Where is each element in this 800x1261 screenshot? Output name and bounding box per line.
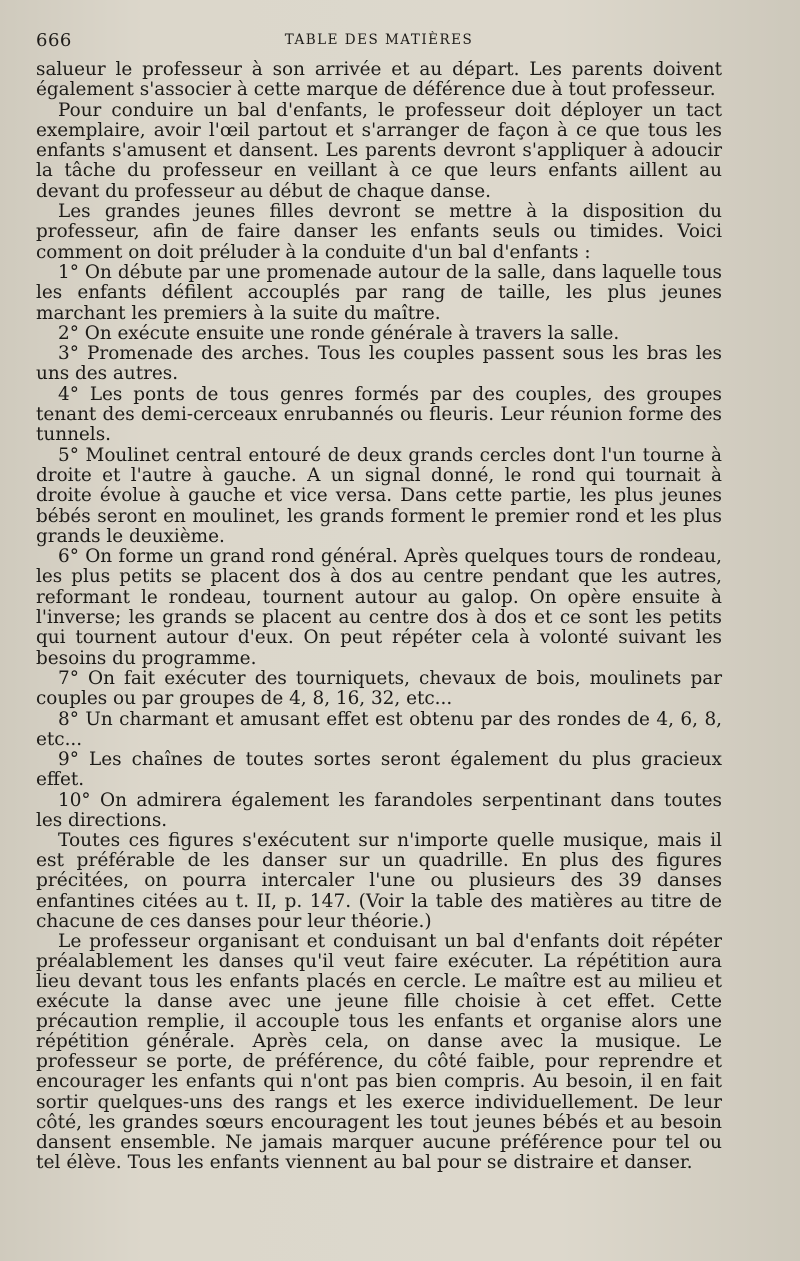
list-item: 5° Moulinet central entouré de deux grands cercles dont l'un tourne à droite et l'autre à gauche. A un signal donné, le rond qui tournait à droite évolue à gauche et vice versa. Dans cette partie, les plus jeunes bébés seront en moulinet, les grands forment le premier rond et les plus grands le deuxième.	[36, 444, 722, 547]
list-item: 4° Les ponts de tous genres formés par des couples, des groupes tenant des demi-cerceaux enrubannés ou fleuris. Leur réunion forme des tunnels.	[36, 383, 722, 446]
list-item: 7° On fait exécuter des tourniquets, chevaux de bois, moulinets par couples ou par groupes de 4, 8, 16, 32, etc...	[36, 667, 722, 710]
page-number: 666	[36, 30, 72, 51]
page-header	[36, 26, 722, 60]
paragraph: Toutes ces figures s'exécutent sur n'importe quelle musique, mais il est préférable de les danser sur un quadrille. En plus des figures précitées, on pourra intercaler l'une ou plusieurs des 39 danses enfantines citées au t. II, p. 147. (Voir la table des matières au titre de chacune de ces danses pour leur théorie.)	[36, 830, 722, 932]
list-item: 2° On exécute ensuite une ronde générale à travers la salle.	[58, 322, 620, 344]
list-item: 8° Un charmant et amusant effet est obtenu par des rondes de 4, 6, 8, etc...	[36, 708, 722, 750]
list-item: 3° Promenade des arches. Tous les couples passent sous les bras les uns des autres.	[36, 343, 722, 385]
closing-section	[36, 831, 722, 1173]
running-title: TABLE DES MATIÈRES	[284, 32, 474, 48]
list-item: 10° On admirera également les farandoles serpentinant dans toutes les directions.	[36, 789, 722, 831]
paragraph-continuation: salueur le professeur à son arrivée et au départ. Les parents doivent également s'associer à cette marque de déférence due à tout professeur.	[36, 59, 722, 101]
paragraph: Pour conduire un bal d'enfants, le professeur doit déployer un tact exemplaire, avoir l'œil partout et s'arranger de façon à ce que tous les enfants s'amusent et dansent. Les parents devront s'appliquer à adoucir la tâche du professeur en veillant à ce que leurs enfants aillent au devant du professeur au début de chaque danse.	[36, 99, 722, 202]
list-item: 1° On débute par une promenade autour de la salle, dans laquelle tous les enfants défilent accouplés par rang de taille, les plus jeunes marchant les premiers à la suite du maître.	[36, 261, 722, 324]
steps-list	[36, 263, 722, 831]
paragraph: Les grandes jeunes filles devront se mettre à la disposition du professeur, afin de faire danser les enfants seuls ou timides. Voici comment on doit préluder à la conduite d'un bal d'enfants :	[36, 201, 722, 263]
list-item: 9° Les chaînes de toutes sortes seront également du plus gracieux effet.	[36, 749, 722, 791]
page-body	[36, 60, 722, 1173]
list-item: 6° On forme un grand rond général. Après quelques tours de rondeau, les plus petits se placent dos à dos au centre pendant que les autres, reformant le rondeau, tournent autour au galop. On opère ensuite à l'inverse; les grands se placent au centre dos à dos et ce sont les petits qui tournent autour d'eux. On peut répéter cela à volonté suivant les besoins du programme.	[36, 546, 722, 669]
paragraph: Le professeur organisant et conduisant un bal d'enfants doit répéter préalablement les danses qu'il veut faire exécuter. La répétition aura lieu devant tous les enfants placés en cercle. Le maître est au milieu et exécute la danse avec une jeune fille choisie à cet effet. Cette précaution remplie, il accouple tous les enfants et organise alors une répétition générale. Après cela, on danse avec la musique. Le professeur se porte, de préférence, du côté faible, pour reprendre et encourager les enfants qui n'ont pas bien compris. Au besoin, il en fait sortir quelques-uns des rangs et les exerce individuellement. De leur côté, les grandes sœurs encouragent les tout jeunes bébés et au besoin dansent ensemble. Ne jamais marquer aucune préférence pour tel ou tel élève. Tous les enfants viennent au bal pour se distraire et danser.	[36, 930, 722, 1173]
